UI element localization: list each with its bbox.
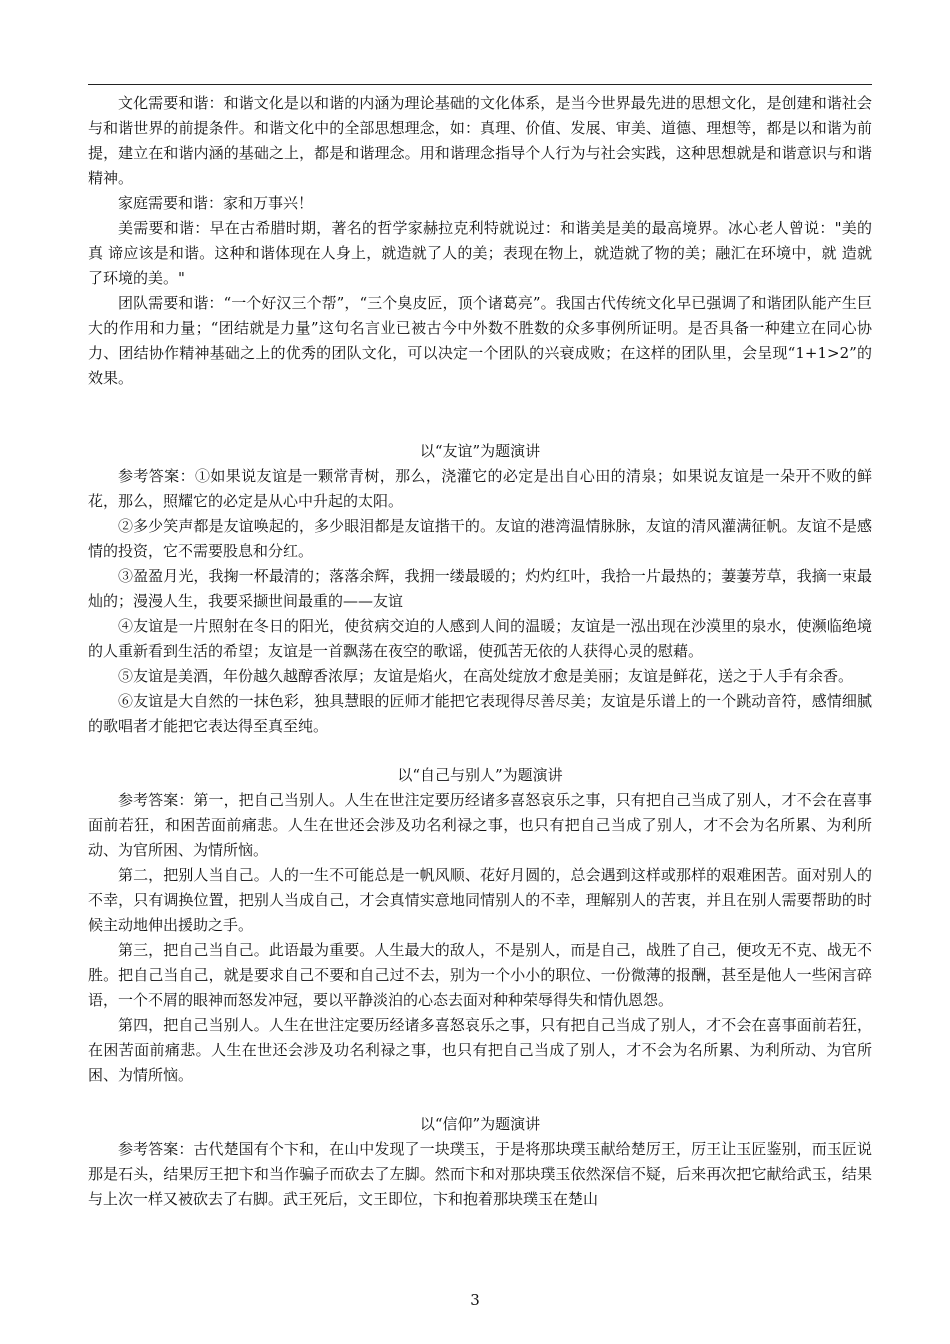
section-gap xyxy=(88,391,872,439)
intro-section xyxy=(88,91,872,391)
section-title: 以“自己与别人”为题演讲 xyxy=(397,766,563,784)
section-gap xyxy=(88,739,872,763)
paragraph: ⑥友谊是大自然的一抹色彩，独具慧眼的匠师才能把它表现得尽善尽美；友谊是乐谱上的一个跳动音符，感情细腻的歌唱者才能把它表达得至真至纯。 xyxy=(88,692,872,735)
section-gap xyxy=(88,1088,872,1112)
section-title: 以“友谊”为题演讲 xyxy=(419,442,541,460)
paragraph: 第四，把自己当别人。人生在世注定要历经诸多喜怒哀乐之事，只有把自己当成了别人，才不会在喜事面前若狂，在困苦面前痛悲。人生在世还会涉及功名利禄之事，也只有把自己当成了别人，才不会为名所累、为利所动、为官所困、为情所恼。 xyxy=(88,1016,872,1084)
paragraph: 家庭需要和谐：家和万事兴！ xyxy=(118,194,314,212)
paragraph: 文化需要和谐：和谐文化是以和谐的内涵为理论基础的文化体系，是当今世界最先进的思想文化，是创建和谐社会与和谐世界的前提条件。和谐文化中的全部思想理念，如：真理、价值、发展、审美、道德、理想等，都是以和谐为前提，建立在和谐内涵的基础之上，都是和谐理念。用和谐理念指导个人行为与社会实践，这种思想就是和谐意识与和谐精神。 xyxy=(88,94,872,187)
paragraph: 第三，把自己当自己。此语最为重要。人生最大的敌人，不是别人，而是自己，战胜了自己，便攻无不克、战无不胜。把自己当自己，就是要求自己不要和自己过不去，别为一个小小的职位、一份微薄的报酬，甚至是他人一些闲言碎语，一个不屑的眼神而怒发冲冠，要以平静淡泊的心态去面对种种荣辱得失和情仇恩怨。 xyxy=(88,941,872,1009)
paragraph: 参考答案：第一，把自己当别人。人生在世注定要历经诸多喜怒哀乐之事，只有把自己当成了别人，才不会在喜事面前若狂，和困苦面前痛悲。人生在世还会涉及功名利禄之事，也只有把自己当成了别人，才不会为名所累、为利所动、为官所困、为情所恼。 xyxy=(88,791,872,859)
paragraph: 第二，把别人当自己。人的一生不可能总是一帆风顺、花好月圆的，总会遇到这样或那样的艰难困苦。面对别人的不幸，只有调换位置，把别人当成自己，才会真情实意地同情别人的不幸，理解别人的苦衷，并且在别人需要帮助的时候主动地伸出援助之手。 xyxy=(88,866,872,934)
paragraph: ③盈盈月光，我掬一杯最清的；落落余辉，我拥一缕最暖的；灼灼红叶，我拾一片最热的；萋萋芳草，我摘一束最灿的；漫漫人生，我要采撷世间最重的——友谊 xyxy=(88,567,872,610)
paragraph: 参考答案：古代楚国有个卞和，在山中发现了一块璞玉，于是将那块璞玉献给楚厉王，厉王让玉匠鉴别，而玉匠说那是石头，结果厉王把卞和当作骗子而砍去了左脚。然而卞和对那块璞玉依然深信不疑，后来再次把它献给武玉，结果与上次一样又被砍去了右脚。武王死后，文王即位，卞和抱着那块璞玉在楚山 xyxy=(88,1140,872,1208)
friendship-section xyxy=(88,439,872,739)
paragraph: ②多少笑声都是友谊唤起的，多少眼泪都是友谊揩干的。友谊的港湾温情脉脉，友谊的清风灌满征帆。友谊不是感情的投资，它不需要股息和分红。 xyxy=(88,517,872,560)
section-title: 以“信仰”为题演讲 xyxy=(419,1115,541,1133)
faith-section xyxy=(88,1112,872,1212)
paragraph: ⑤友谊是美酒，年份越久越醇香浓厚；友谊是焰火，在高处绽放才愈是美丽；友谊是鲜花，送之于人手有余香。 xyxy=(118,667,854,685)
paragraph: 美需要和谐：早在古希腊时期，著名的哲学家赫拉克利特就说过：和谐美是美的最高境界。冰心老人曾说："美的真 谛应该是和谐。这种和谐体现在人身上，就造就了人的美；表现在物上，就造就了物的美；融汇在环境中，就 造就了环境的美。" xyxy=(88,219,872,287)
self-others-section xyxy=(88,763,872,1088)
header-rule xyxy=(88,84,872,85)
page-number: 3 xyxy=(470,1291,480,1309)
document-page xyxy=(88,84,872,1212)
paragraph: ④友谊是一片照射在冬日的阳光，使贫病交迫的人感到人间的温暖；友谊是一泓出现在沙漠里的泉水，使濒临绝境的人重新看到生活的希望；友谊是一首飘荡在夜空的歌谣，使孤苦无依的人获得心灵的慰藉。 xyxy=(88,617,872,660)
paragraph: 参考答案：①如果说友谊是一颗常青树，那么，浇灌它的必定是出自心田的清泉；如果说友谊是一朵开不败的鲜花，那么，照耀它的必定是从心中升起的太阳。 xyxy=(88,467,872,510)
paragraph: 团队需要和谐：“一个好汉三个帮”，“三个臭皮匠，顶个诸葛亮”。我国古代传统文化早已强调了和谐团队能产生巨大的作用和力量；“团结就是力量”这句名言业已被古今中外数不胜数的众多事例所证明。是否具备一种建立在同心协力、团结协作精神基础之上的优秀的团队文化，可以决定一个团队的兴衰成败；在这样的团队里，会呈现“1+1>2”的效果。 xyxy=(88,294,872,387)
